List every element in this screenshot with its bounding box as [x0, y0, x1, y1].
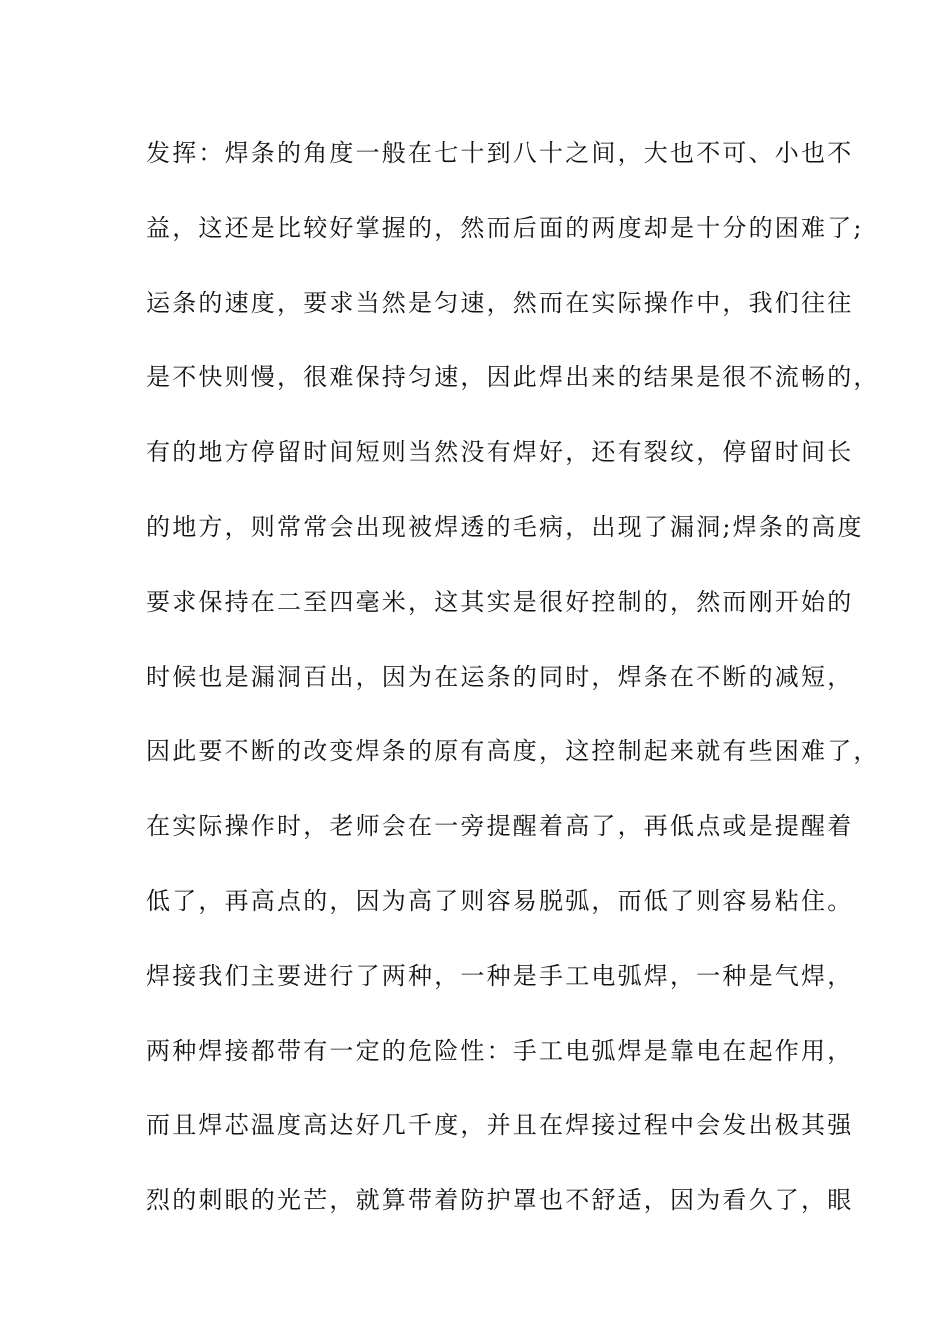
text-line: 有的地方停留时间短则当然没有焊好，还有裂纹，停留时间长 [146, 438, 854, 467]
text-line: 烈的刺眼的光芒，就算带着防护罩也不舒适，因为看久了，眼 [146, 1186, 854, 1215]
text-line: 两种焊接都带有一定的危险性：手工电弧焊是靠电在起作用， [146, 1036, 854, 1065]
body-text [146, 131, 880, 1253]
text-line: 时候也是漏洞百出，因为在运条的同时，焊条在不断的减短， [146, 662, 854, 691]
text-line: 要求保持在二至四毫米，这其实是很好控制的，然而刚开始的 [146, 587, 854, 616]
text-line: 是不快则慢，很难保持匀速，因此焊出来的结果是很不流畅的， [146, 363, 880, 392]
text-line: 运条的速度，要求当然是匀速，然而在实际操作中，我们往往 [146, 288, 854, 317]
text-line: 而且焊芯温度高达好几千度，并且在焊接过程中会发出极其强 [146, 1111, 854, 1140]
text-line: 焊接我们主要进行了两种，一种是手工电弧焊，一种是气焊， [146, 961, 854, 990]
text-line: 因此要不断的改变焊条的原有高度，这控制起来就有些困难了， [146, 737, 880, 766]
text-line: 在实际操作时，老师会在一旁提醒着高了，再低点或是提醒着 [146, 812, 854, 841]
text-line: 的地方，则常常会出现被焊透的毛病，出现了漏洞;焊条的高度 [146, 512, 864, 541]
text-line: 发挥：焊条的角度一般在七十到八十之间，大也不可、小也不 [146, 139, 854, 167]
text-line: 低了，再高点的，因为高了则容易脱弧，而低了则容易粘住。 [146, 886, 854, 915]
text-line: 益，这还是比较好掌握的，然而后面的两度却是十分的困难了; [146, 213, 864, 242]
